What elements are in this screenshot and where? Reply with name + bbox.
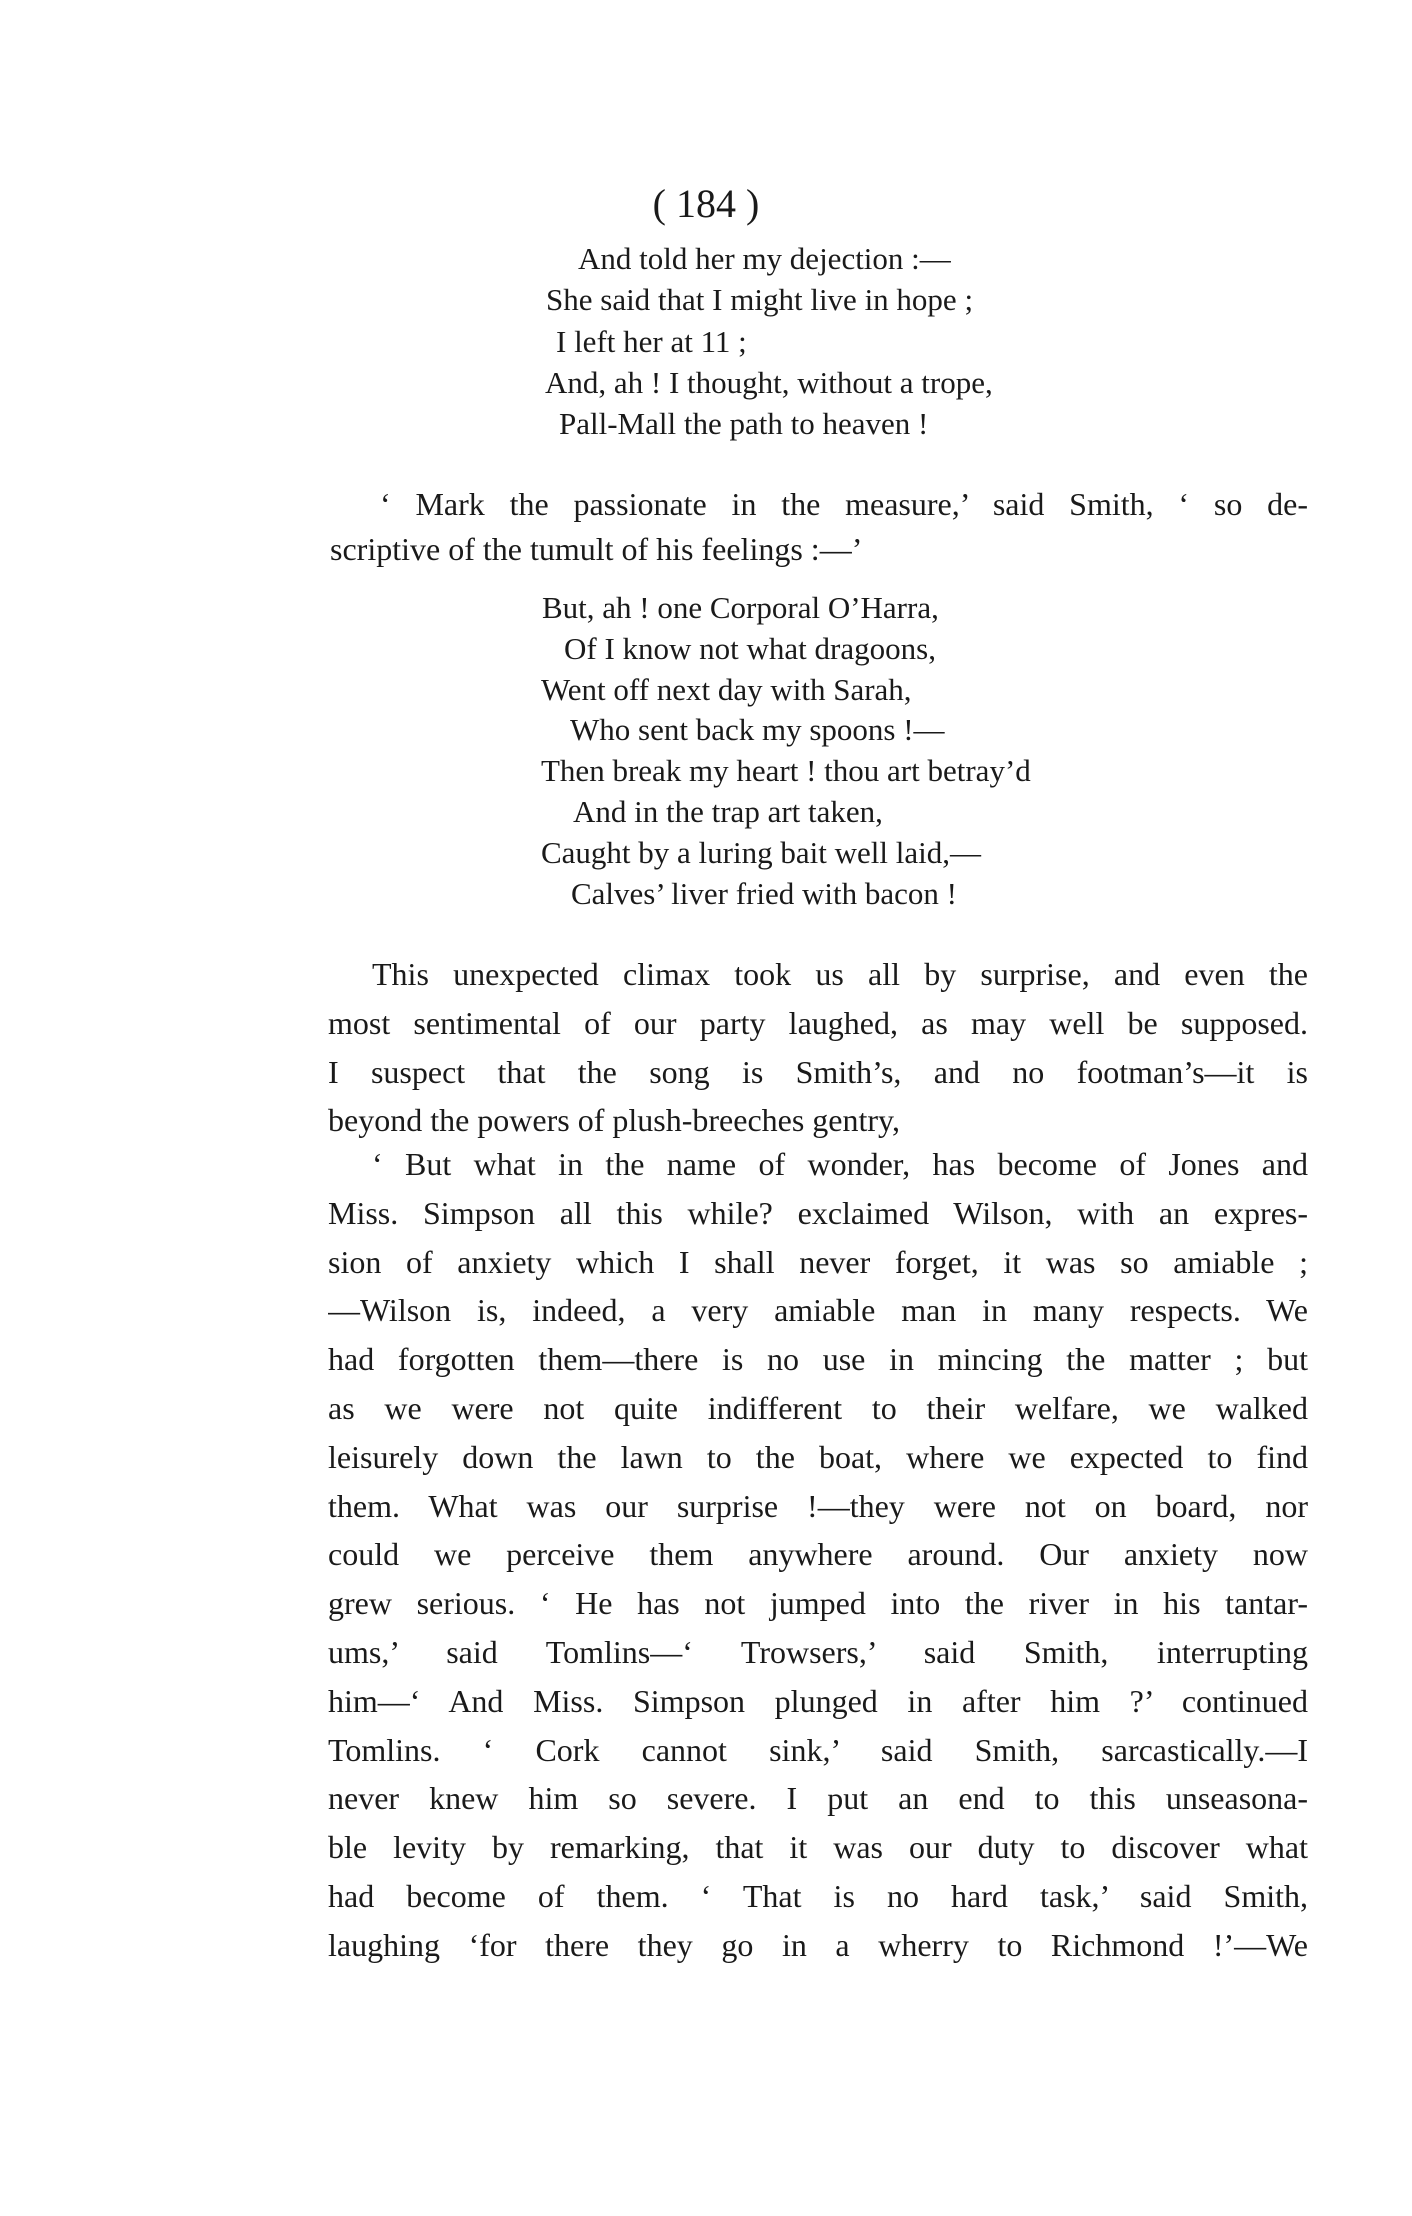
text-line: ums,’ said Tomlins—‘ Trowsers,’ said Smith, interrupting [328, 1633, 1308, 1670]
verse-line: She said that I might live in hope ; [546, 282, 974, 318]
text-line: as we were not quite indifferent to their welfare, we walked [328, 1389, 1308, 1426]
text-line: most sentimental of our party laughed, as may well be supposed. [328, 1004, 1308, 1041]
text-line: them. What was our surprise !—they were not on board, nor [328, 1487, 1308, 1524]
verse-line: But, ah ! one Corporal O’Harra, [542, 590, 939, 625]
paragraph-intro [330, 482, 1308, 572]
paragraph-wilson [328, 1140, 1308, 1970]
verse-line: Of I know not what dragoons, [564, 630, 936, 666]
verse-line: And in the trap art taken, [573, 793, 883, 829]
text-line: had forgotten them—there is no use in mincing the matter ; but [328, 1341, 1308, 1378]
verse-stanza-1 [0, 238, 993, 444]
verse-line: Went off next day with Sarah, [541, 671, 912, 707]
text-line: ‘ But what in the name of wonder, has become of Jones and [372, 1146, 1308, 1182]
verse-stanza-2 [0, 588, 1031, 914]
paragraph-climax [328, 950, 1308, 1145]
text-line: Miss. Simpson all this while? exclaimed Wilson, with an expres- [328, 1194, 1308, 1231]
text-line: beyond the powers of plush-breeches gentry, [328, 1102, 900, 1139]
verse-line: Who sent back my spoons !— [570, 712, 945, 748]
text-line: Tomlins. ‘ Cork cannot sink,’ said Smith, sarcastically.—I [328, 1731, 1308, 1768]
text-line: I suspect that the song is Smith’s, and no footman’s—it is [328, 1053, 1308, 1090]
text-line: ble levity by remarking, that it was our duty to discover what [328, 1829, 1308, 1866]
text-line: sion of anxiety which I shall never forget, it was so amiable ; [328, 1243, 1308, 1280]
verse-line: And, ah ! I thought, without a trope, [545, 364, 993, 400]
text-line: This unexpected climax took us all by surprise, and even the [372, 956, 1308, 992]
text-line: him—‘ And Miss. Simpson plunged in after him ?’ continued [328, 1682, 1308, 1719]
text-line: ‘ Mark the passionate in the measure,’ said Smith, ‘ so de- [380, 486, 1308, 522]
text-line: had become of them. ‘ That is no hard task,’ said Smith, [328, 1877, 1308, 1914]
text-line: —Wilson is, indeed, a very amiable man in many respects. We [328, 1292, 1308, 1329]
verse-line: Pall-Mall the path to heaven ! [559, 406, 929, 442]
text-line: laughing ‘for there they go in a wherry to Richmond !’—We [328, 1926, 1308, 1963]
verse-line: Caught by a luring bait well laid,— [541, 834, 981, 870]
text-line: grew serious. ‘ He has not jumped into the river in his tantar- [328, 1585, 1308, 1622]
text-line: scriptive of the tumult of his feelings :—’ [330, 531, 863, 567]
text-line: could we perceive them anywhere around. Our anxiety now [328, 1536, 1308, 1573]
text-line: leisurely down the lawn to the boat, where we expected to find [328, 1438, 1308, 1475]
text-line: never knew him so severe. I put an end to this unseasona- [328, 1780, 1308, 1817]
verse-line: Calves’ liver fried with bacon ! [571, 875, 957, 911]
verse-line: I left her at 11 ; [556, 323, 747, 359]
page-number: ( 184 ) [652, 181, 760, 226]
verse-line: Then break my heart ! thou art betray’d [541, 753, 1031, 789]
verse-line: And told her my dejection :— [578, 241, 951, 276]
